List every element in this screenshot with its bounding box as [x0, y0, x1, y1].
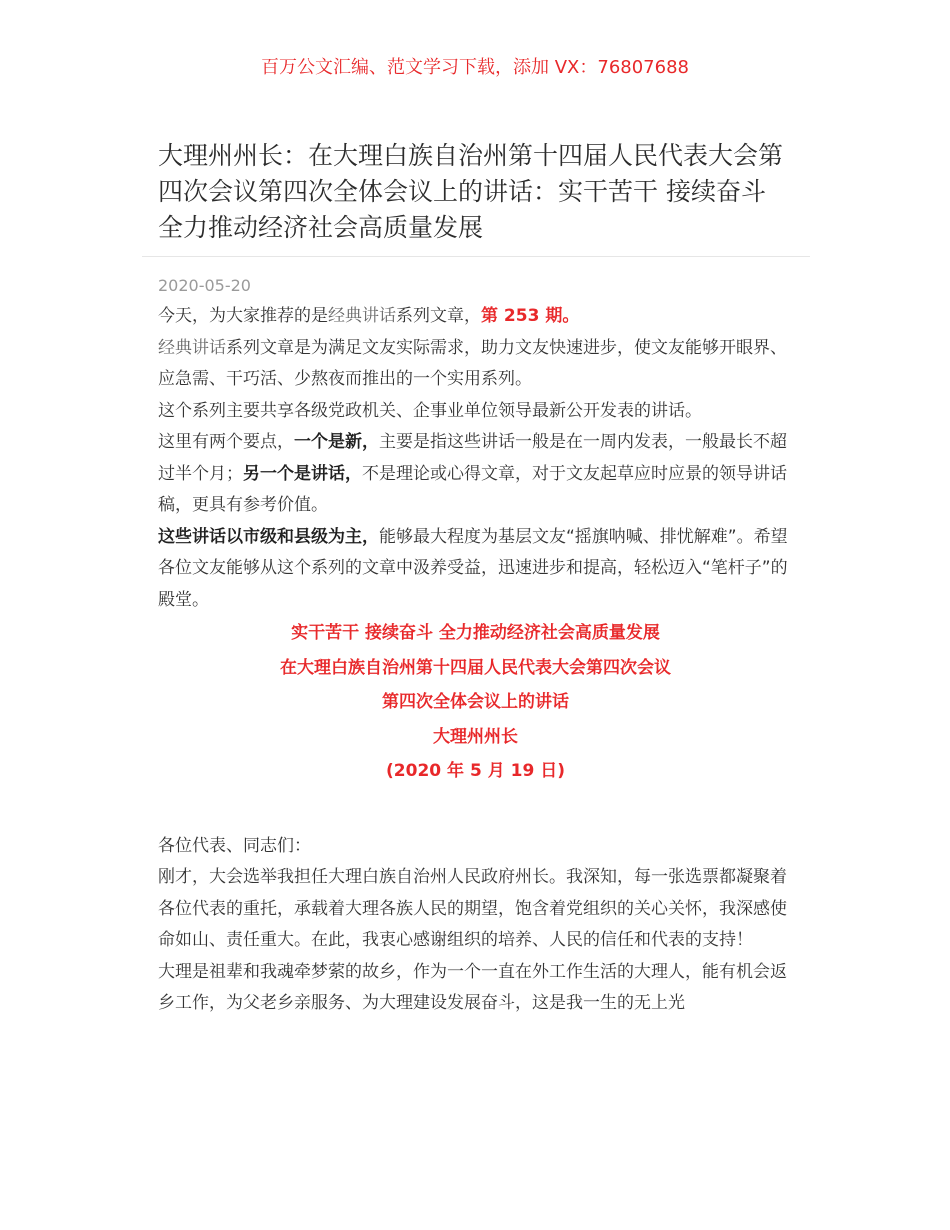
body-paragraph-1: 刚才，大会选举我担任大理白族自治州人民政府州长。我深知，每一张选票都凝聚着各位代表的重托，承载着大理各族人民的期望，饱含着党组织的关心关怀，我深感使命如山、责任重大。在此，我衷心感谢组织的培养、人民的信任和代表的支持！: [158, 867, 787, 950]
spacer: [158, 789, 793, 831]
intro-text: 主要是指这些讲话一般是在一周内发表，一般最长不超过半个月；: [158, 432, 787, 484]
intro-text: 今天，为大家推荐的是: [158, 306, 328, 326]
intro-text: 不是理论或心得文章，对于文友起草应时应景的领导讲话稿，更具有参考价值。: [158, 463, 787, 515]
speech-occasion-2: 第四次全体会议上的讲话: [382, 692, 569, 712]
intro-paragraph-4: [158, 427, 793, 522]
key-point-new: 一个是新，: [294, 432, 379, 452]
article-body: [158, 301, 793, 1020]
promo-banner: 百万公文汇编、范文学习下载，添加 VX：76807688: [261, 57, 689, 78]
title-divider: [142, 256, 810, 257]
article-title: 大理州州长：在大理白族自治州第十四届人民代表大会第四次会议第四次全体会议上的讲话：实干苦干 接续奋斗 全力推动经济社会高质量发展: [158, 141, 784, 242]
speech-heading: 实干苦干 接续奋斗 全力推动经济社会高质量发展: [291, 623, 660, 643]
intro-paragraph-5: [158, 522, 793, 617]
speech-date: (2020 年 5 月 19 日): [386, 761, 565, 781]
series-name: 经典讲话: [158, 337, 226, 358]
intro-text: 系列文章，: [396, 306, 481, 326]
intro-paragraph-1: [158, 301, 793, 333]
intro-paragraph-3: 这个系列主要共享各级党政机关、企事业单位领导最新公开发表的讲话。: [158, 400, 702, 421]
key-point-level: 这些讲话以市级和县级为主，: [158, 526, 379, 547]
intro-text: 能够最大程度为基层文友“摇旗呐喊、排忧解难”。希望各位文友能够从这个系列的文章中汲养受益，迅速进步和提高，轻松迈入“笔杆子”的殿堂。: [158, 526, 788, 610]
intro-text: 系列文章是为满足文友实际需求，助力文友快速进步，使文友能够开眼界、应急需、干巧活、少熬夜而推出的一个实用系列。: [158, 337, 787, 389]
salutation: 各位代表、同志们：: [158, 835, 311, 856]
key-point-speech: 另一个是讲话，: [243, 463, 362, 484]
series-name: 经典讲话: [328, 306, 396, 326]
body-paragraph-2: 大理是祖辈和我魂牵梦萦的故乡，作为一个一直在外工作生活的大理人，能有机会返乡工作，为父老乡亲服务、为大理建设发展奋斗，这是我一生的无上光: [158, 961, 787, 1013]
issue-number: 第 253 期。: [481, 306, 580, 326]
publish-date: 2020-05-20: [158, 276, 251, 295]
speech-occasion: 在大理白族自治州第十四届人民代表大会第四次会议: [280, 657, 671, 678]
intro-text: 这里有两个要点，: [158, 432, 294, 452]
intro-paragraph-2: [158, 333, 793, 396]
speaker: 大理州州长: [433, 726, 518, 747]
